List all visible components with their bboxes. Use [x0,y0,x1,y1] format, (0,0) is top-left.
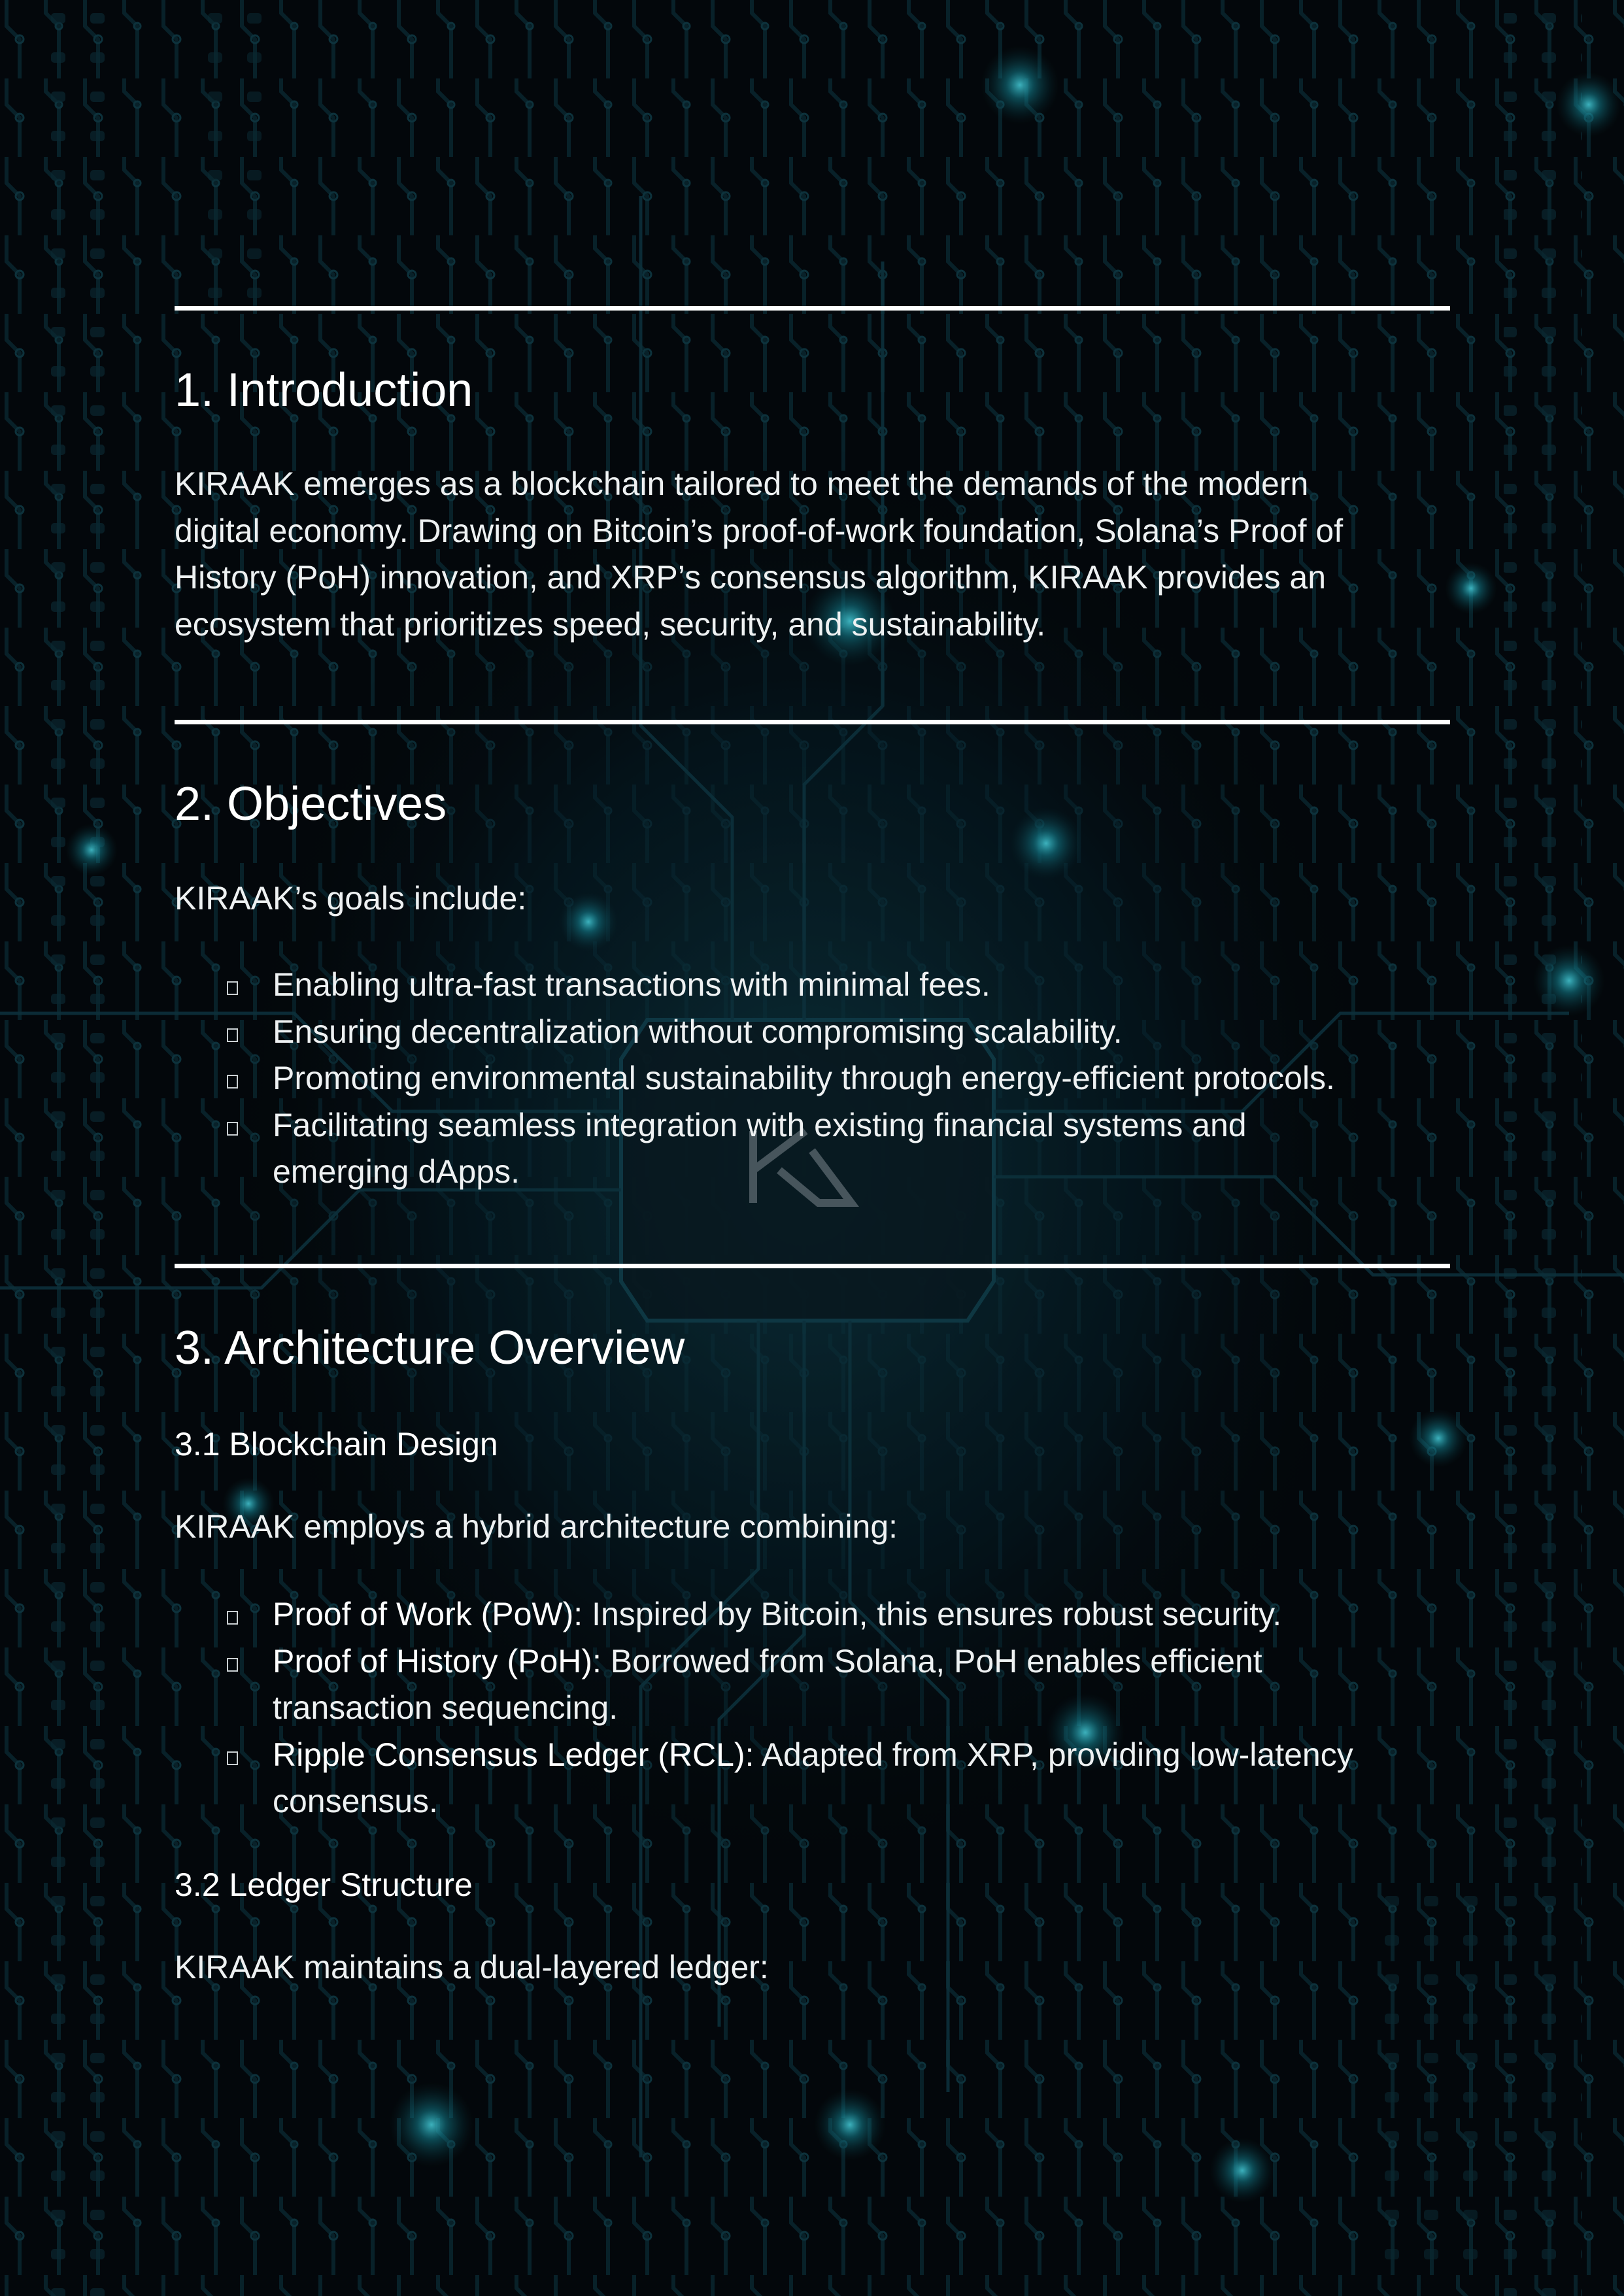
list-item-description: Adapted from XRP, providing low-latency [754,1736,1353,1773]
objectives-intro [175,875,1450,922]
list-item-text [273,1591,1450,1638]
ledger-structure-intro [175,1944,1450,1991]
bullet-icon [227,1611,238,1625]
list-item-text: Enabling ultra-fast transactions with minimal fees. [273,966,990,1003]
list-item-text [273,1638,1450,1685]
list-item [175,1638,1450,1732]
list-item-text: Promoting environmental sustainability through energy-efficient protocols. [273,1060,1335,1096]
paragraph-line: KIRAAK’s goals include: [175,880,527,917]
bullet-icon [227,1658,238,1672]
list-item [175,1591,1450,1638]
list-item [175,1009,1450,1056]
list-item-description: transaction sequencing. [273,1689,618,1726]
list-item-term: Proof of Work (PoW): [273,1596,583,1632]
list-item-text [273,1732,1450,1779]
section-divider [175,1264,1450,1268]
paragraph-line: KIRAAK maintains a dual-layered ledger: [175,1949,769,1985]
bullet-icon [227,981,238,995]
paragraph-line: History (PoH) innovation, and XRP’s consensus algorithm, KIRAAK provides an [175,559,1327,596]
objectives-heading: 2. Objectives [175,778,447,830]
objectives-list [175,962,1450,1196]
paragraph-line: digital economy. Drawing on Bitcoin’s proof-of-work foundation, Solana’s Proof of [175,512,1344,549]
introduction-paragraph [175,461,1450,648]
bullet-icon [227,1075,238,1089]
introduction-heading: 1. Introduction [175,364,473,416]
blockchain-design-heading: 3.1 Blockchain Design [175,1426,498,1462]
list-item-description: consensus. [273,1783,438,1819]
ledger-structure-heading: 3.2 Ledger Structure [175,1866,473,1903]
list-item [175,1732,1450,1825]
section-divider [175,306,1450,311]
blockchain-design-intro [175,1504,1450,1551]
paragraph-line: KIRAAK emerges as a blockchain tailored to meet the demands of the modern [175,465,1309,502]
paragraph-line: ecosystem that prioritizes speed, security, and sustainability. [175,605,1046,643]
bullet-icon [227,1751,238,1765]
list-item-term: Proof of History (PoH): [273,1642,601,1680]
list-item-term: Ripple Consensus Ledger (RCL): [273,1736,754,1773]
paragraph-line: KIRAAK employs a hybrid architecture combining: [175,1508,898,1545]
architecture-heading: 3. Architecture Overview [175,1322,685,1374]
bullet-icon [227,1122,238,1136]
list-item-text: Facilitating seamless integration with existing financial systems and [273,1106,1247,1143]
bullet-icon [227,1028,238,1042]
list-item-text: Ensuring decentralization without compromising scalability. [273,1013,1123,1050]
list-item [175,962,1450,1009]
list-item-text: emerging dApps. [273,1153,520,1190]
list-item [175,1055,1450,1102]
architecture-list [175,1591,1450,1825]
list-item-description: Inspired by Bitcoin, this ensures robust security. [583,1596,1282,1632]
list-item-description: Borrowed from Solana, PoH enables efficient [601,1642,1262,1680]
list-item [175,1102,1450,1196]
section-divider [175,720,1450,724]
